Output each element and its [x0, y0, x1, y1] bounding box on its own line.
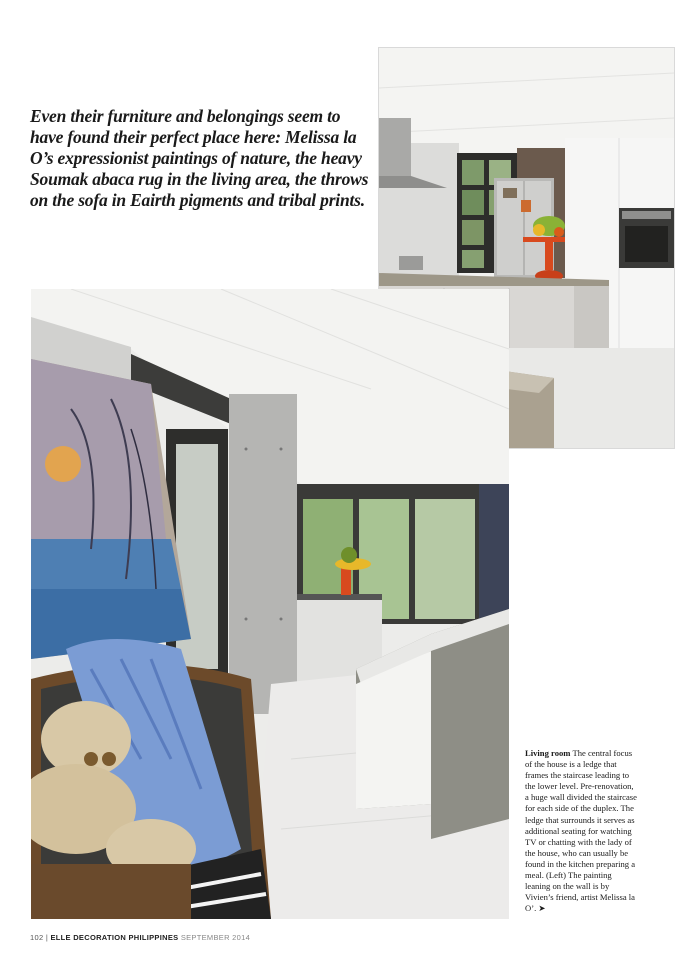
living-room-photo — [31, 289, 509, 919]
end-mark-icon: ➤ — [538, 903, 546, 914]
caption-body: The central focus of the house is a ledge that frames the staircase leading to the lower level. Pre-renovation, a huge wall divided the staircase for each side of the duplex. The ledge that surrounds it serves as additional seating for watching TV or chatting with the lady of the house, who can usually be found in the kitchen preparing a meal. (Left) The painting leaning on the wall is by Vivien’s friend, artist Melissa la O’. — [525, 748, 637, 914]
photo-caption — [525, 748, 637, 914]
caption-heading: Living room — [525, 748, 571, 758]
publication-name: ELLE DECORATION PHILIPPINES — [50, 933, 179, 942]
issue-date: SEPTEMBER 2014 — [180, 933, 251, 942]
pull-quote: Even their furniture and belongings seem to have found their perfect place here: Melissa la O’s expressionist paintings of nature, the heavy Soumak abaca rug in the living area, the throws on the sofa in Eairth pigments and tribal prints. — [30, 106, 369, 210]
page-number: 102 — [30, 933, 44, 942]
footer-separator: | — [45, 933, 49, 942]
page-footer — [30, 933, 250, 942]
